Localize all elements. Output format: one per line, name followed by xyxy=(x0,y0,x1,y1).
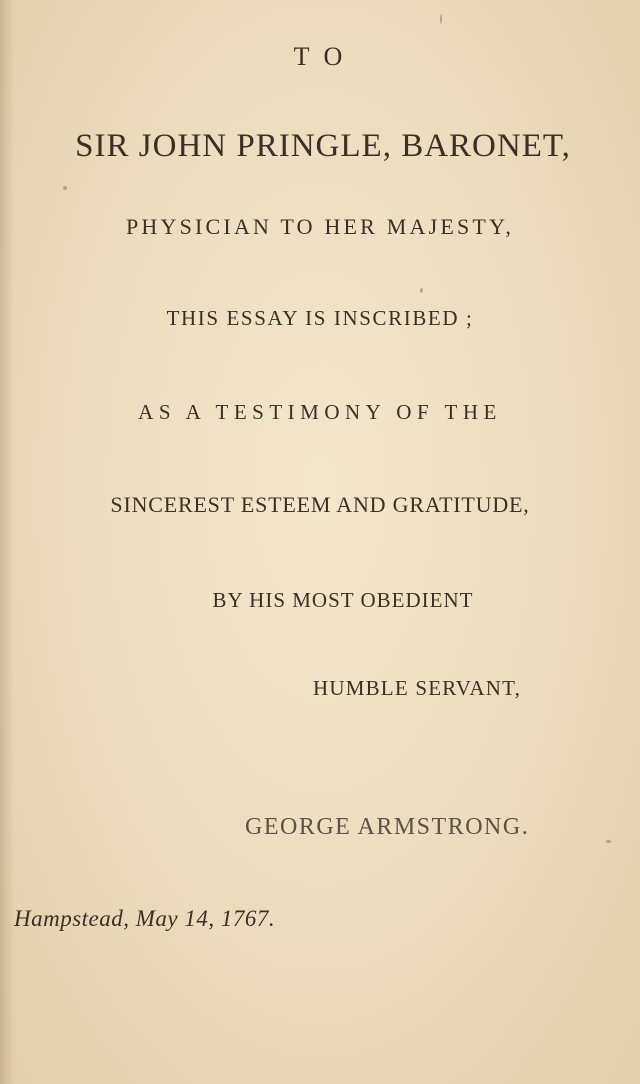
testimony-line: AS A TESTIMONY OF THE xyxy=(138,400,502,424)
by-line: BY HIS MOST OBEDIENT xyxy=(212,588,474,612)
servant-line: HUMBLE SERVANT, xyxy=(313,676,522,700)
dedicatee-name: SIR JOHN PRINGLE, BARONET, xyxy=(75,128,571,164)
dedication-to-heading: T O xyxy=(293,42,347,71)
paper-speck xyxy=(606,840,611,843)
author-signature: GEORGE ARMSTRONG. xyxy=(245,814,530,840)
paper-speck xyxy=(420,288,423,293)
esteem-line: SINCEREST ESTEEM AND GRATITUDE, xyxy=(110,492,530,517)
dedicatee-office: PHYSICIAN TO HER MAJESTY, xyxy=(125,214,515,239)
paper-speck xyxy=(440,14,442,24)
inscription-line: THIS ESSAY IS INSCRIBED ; xyxy=(166,306,474,330)
paper-speck xyxy=(63,186,67,190)
place-and-date: Hampstead, May 14, 1767. xyxy=(14,906,276,931)
